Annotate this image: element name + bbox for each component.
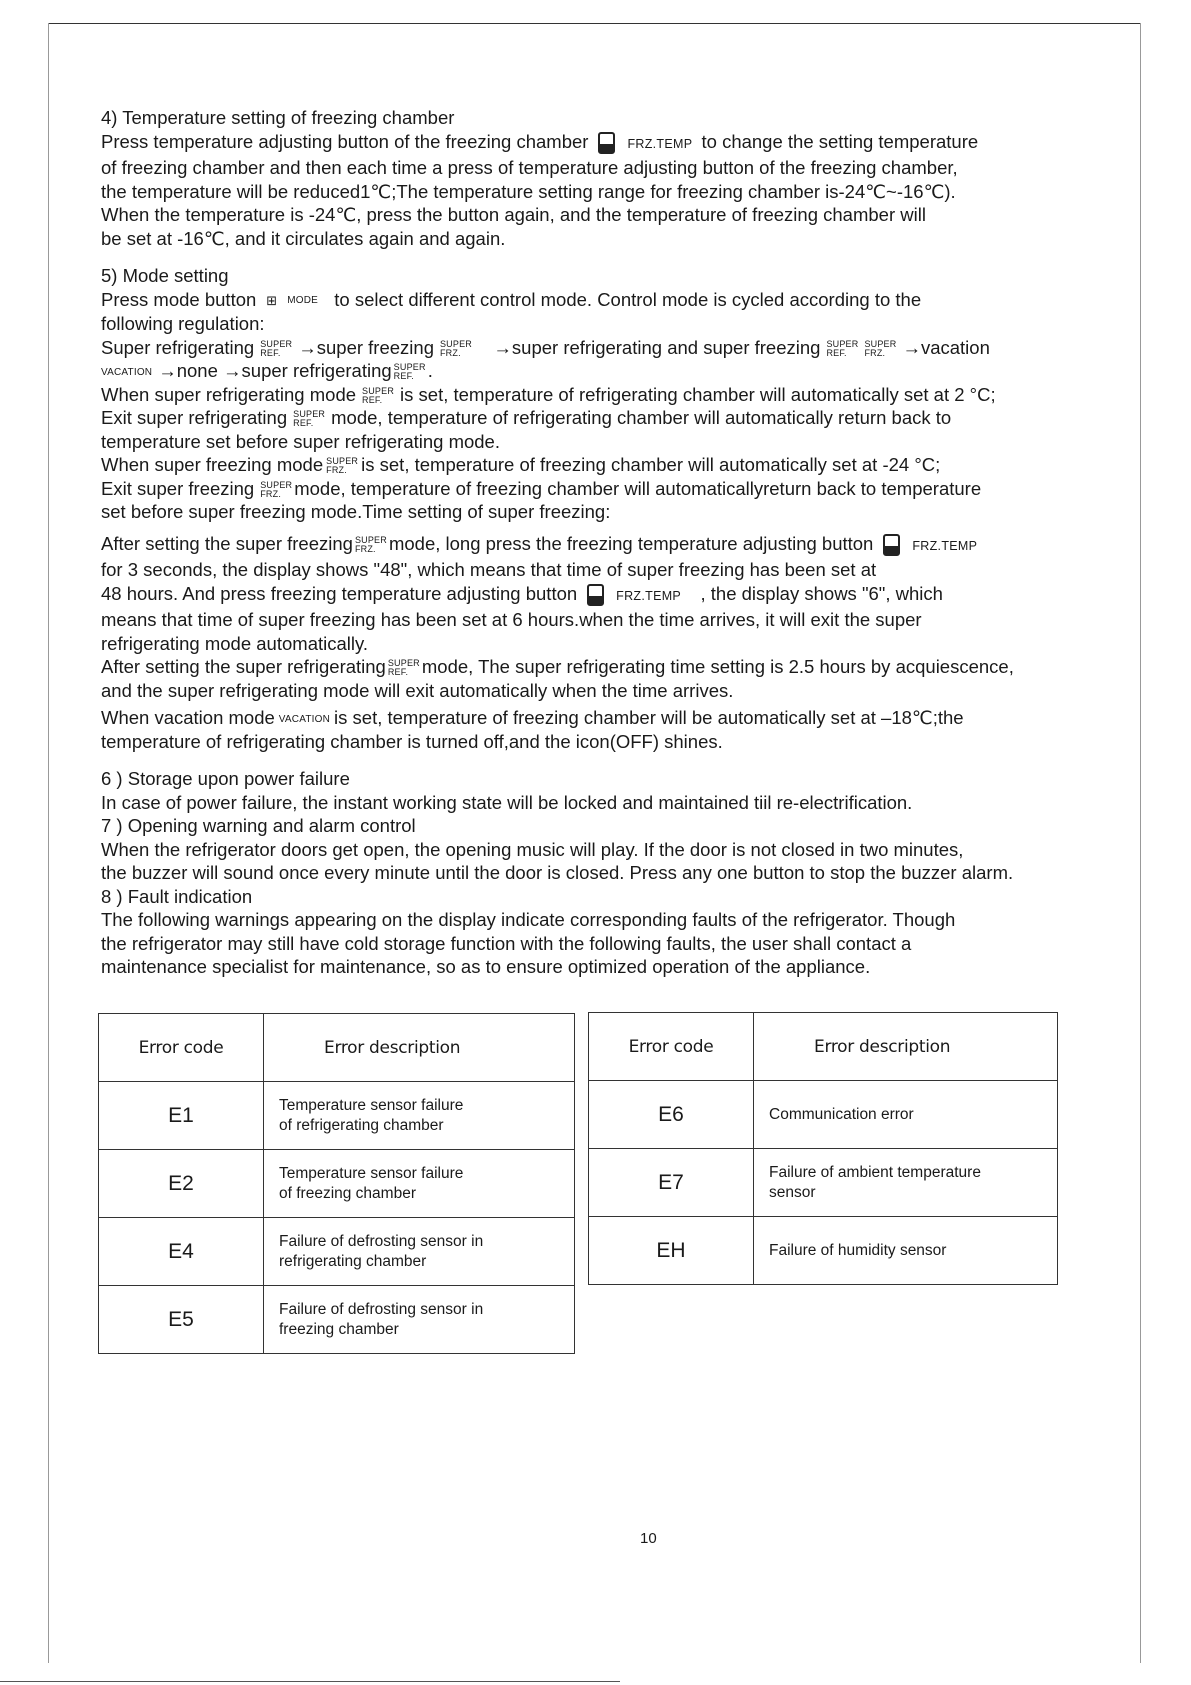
super-ref-icon: SUPER REF.: [393, 362, 426, 382]
section-heading-temp-freezing: 4) Temperature setting of freezing chamber: [101, 107, 455, 128]
section-heading-power: 6 ) Storage upon power failure: [101, 768, 350, 790]
page-bottom-rule: [0, 1681, 620, 1682]
error-code: E1: [99, 1082, 264, 1150]
error-code: EH: [589, 1217, 754, 1285]
paragraph-line: After setting the super freezing SUPER FRZ. mode, long press the freezing temperature adjusting button FRZ.TEMP: [101, 532, 978, 554]
paragraph-line: In case of power failure, the instant working state will be locked and maintained tiil re-electrification.: [101, 791, 913, 813]
vacation-icon: VACATION: [278, 713, 331, 725]
mode-button-icon: ⊞: [266, 292, 278, 308]
paragraph-line: Exit super freezing SUPER FRZ. mode, temperature of freezing chamber will automaticallyreturn back to temperature: [101, 477, 982, 499]
super-frz-icon: SUPER FRZ.: [354, 534, 387, 554]
table-row: [99, 1218, 575, 1286]
paragraph-line: maintenance specialist for maintenance, so as to ensure optimized operation of the appliance.: [101, 956, 871, 978]
paragraph-line: When vacation mode VACATION is set, temperature of freezing chamber will be automatically set at –18℃;the: [101, 707, 964, 729]
manual-content: [101, 106, 1141, 979]
error-code: E5: [99, 1286, 264, 1354]
paragraph-line: refrigerating mode automatically.: [101, 632, 369, 654]
table-row: [589, 1081, 1058, 1149]
super-ref-icon: SUPER REF.: [260, 338, 293, 358]
paragraph-line: After setting the super refrigerating SUPER REF. mode, The super refrigerating time setting is 2.5 hours by acquiescence,: [101, 656, 1014, 678]
super-ref-icon: SUPER REF.: [826, 338, 859, 358]
paragraph-line: for 3 seconds, the display shows "48", which means that time of super freezing has been set at: [101, 559, 877, 581]
super-frz-icon: SUPER FRZ.: [260, 479, 293, 499]
header-error-code: Error code: [99, 1014, 264, 1082]
paragraph-line: and the super refrigerating mode will exit automatically when the time arrives.: [101, 679, 734, 701]
error-table-right: [588, 1012, 1058, 1285]
frz-temp-label: FRZ.TEMP: [616, 588, 682, 603]
super-ref-icon: SUPER REF.: [293, 409, 326, 429]
table-header-row: [589, 1013, 1058, 1081]
super-frz-icon: SUPER FRZ.: [326, 456, 359, 476]
paragraph-line: the buzzer will sound once every minute until the door is closed. Press any one button to stop the buzzer alarm.: [101, 862, 1014, 884]
paragraph-line: Exit super refrigerating SUPER REF. mode, temperature of refrigerating chamber will automatically return back to: [101, 407, 952, 429]
paragraph-line: the temperature will be reduced1℃;The temperature setting range for freezing chamber is-24℃~-16℃).: [101, 180, 956, 202]
super-frz-icon: SUPER FRZ.: [864, 338, 897, 358]
paragraph-line: When the temperature is -24℃, press the button again, and the temperature of freezing chamber will: [101, 204, 926, 225]
table-row: [99, 1286, 575, 1354]
paragraph-line: the refrigerator may still have cold storage function with the following faults, the user shall contact a: [101, 932, 912, 954]
paragraph-line: of freezing chamber and then each time a press of temperature adjusting button of the freezing chamber,: [101, 157, 958, 178]
table-row: [589, 1149, 1058, 1217]
paragraph-line: set before super freezing mode.Time setting of super freezing:: [101, 501, 611, 523]
mode-label: MODE: [287, 295, 318, 307]
error-description: Communication error: [754, 1081, 1058, 1149]
section-heading-mode: 5) Mode setting: [101, 265, 229, 286]
section-heading-fault: 8 ) Fault indication: [101, 885, 253, 907]
paragraph-line: When super freezing mode SUPER FRZ. is set, temperature of freezing chamber will automatically set at -24 °C;: [101, 454, 941, 476]
super-ref-icon: SUPER REF.: [362, 385, 395, 405]
vacation-icon: VACATION: [101, 366, 153, 378]
section-heading-alarm: 7 ) Opening warning and alarm control: [101, 815, 416, 837]
table-header-row: [99, 1014, 575, 1082]
page-frame-top: [48, 23, 1141, 24]
error-description: Temperature sensor failure of refrigerating chamber: [264, 1082, 575, 1150]
paragraph-line: When the refrigerator doors get open, the opening music will play. If the door is not closed in two minutes,: [101, 838, 964, 860]
freezing-temp-button-icon: [587, 584, 604, 606]
error-code: E4: [99, 1218, 264, 1286]
table-row: [589, 1217, 1058, 1285]
page-frame-left: [48, 23, 49, 1663]
paragraph-line: Super refrigerating SUPER REF. →super freezing SUPER FRZ. →super refrigerating and super freezing SUPER REF.SUPER FRZ. →vacation: [101, 336, 990, 358]
paragraph-line: means that time of super freezing has been set at 6 hours.when the time arrives, it will exit the super: [101, 609, 922, 631]
frz-temp-label: FRZ.TEMP: [912, 538, 978, 553]
table-row: [99, 1082, 575, 1150]
table-row: [99, 1150, 575, 1218]
error-description: Temperature sensor failure of freezing chamber: [264, 1150, 575, 1218]
error-code: E6: [589, 1081, 754, 1149]
error-code: E2: [99, 1150, 264, 1218]
header-error-code: Error code: [589, 1013, 754, 1081]
freezing-temp-button-icon: [883, 534, 900, 556]
header-error-description: Error description: [264, 1014, 575, 1082]
paragraph-line: temperature of refrigerating chamber is turned off,and the icon(OFF) shines.: [101, 730, 723, 752]
header-error-description: Error description: [754, 1013, 1058, 1081]
paragraph-line: following regulation:: [101, 313, 265, 335]
paragraph-line: The following warnings appearing on the display indicate corresponding faults of the refrigerator. Though: [101, 909, 956, 931]
freezing-temp-button-icon: [598, 132, 615, 154]
paragraph-line: VACATION →none →super refrigerating SUPER REF. .: [101, 360, 433, 382]
frz-temp-label: FRZ.TEMP: [627, 136, 693, 151]
error-description: Failure of ambient temperature sensor: [754, 1149, 1058, 1217]
page-number: 10: [640, 1530, 657, 1547]
error-description: Failure of defrosting sensor in freezing chamber: [264, 1286, 575, 1354]
super-frz-icon: SUPER FRZ.: [439, 338, 472, 358]
error-code: E7: [589, 1149, 754, 1217]
paragraph-line: be set at -16℃, and it circulates again and again.: [101, 227, 506, 249]
paragraph-line: When super refrigerating mode SUPER REF. is set, temperature of refrigerating chamber will automatically set at 2 °C;: [101, 383, 996, 405]
error-description: Failure of defrosting sensor in refrigerating chamber: [264, 1218, 575, 1286]
super-ref-icon: SUPER REF.: [387, 658, 420, 678]
paragraph-line: Press mode button ⊞ MODE to select different control mode. Control mode is cycled according to the: [101, 288, 1141, 313]
error-table-left: [98, 1013, 575, 1354]
error-description: Failure of humidity sensor: [754, 1217, 1058, 1285]
paragraph-line: temperature set before super refrigerating mode.: [101, 430, 500, 452]
paragraph-line: Press temperature adjusting button of the freezing chamber FRZ.TEMP to change the setting temperature: [101, 130, 1141, 157]
paragraph-line: 48 hours. And press freezing temperature adjusting button FRZ.TEMP , the display shows "6", which: [101, 582, 1141, 609]
